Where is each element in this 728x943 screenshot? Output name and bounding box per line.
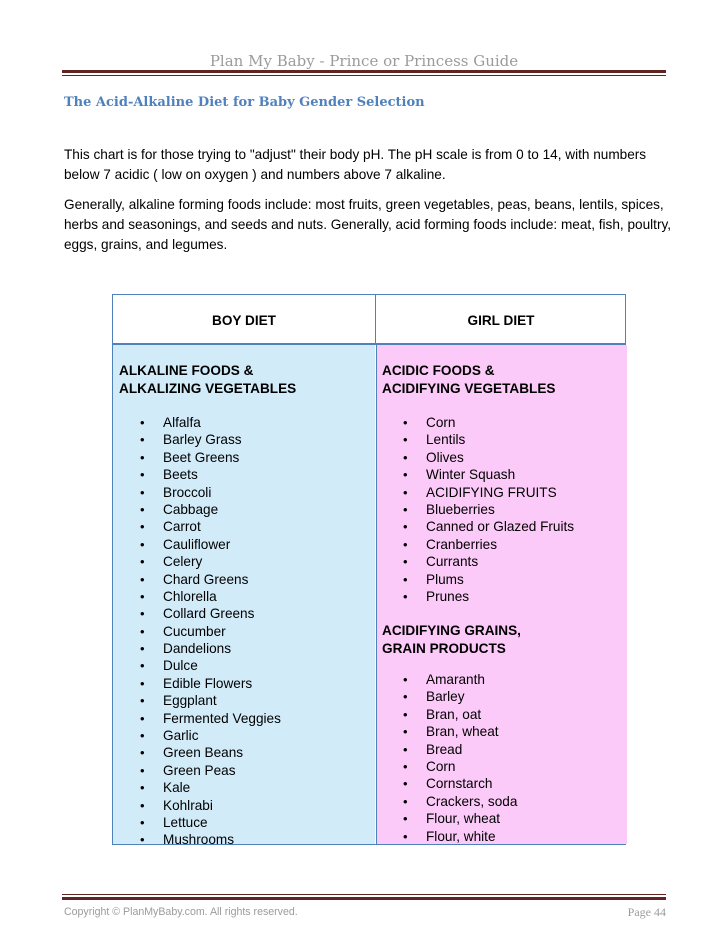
list-item: • Chard Greens [135,571,281,588]
list-item: • Currants [398,553,574,570]
page-header-title: Plan My Baby - Prince or Princess Guide [209,52,519,70]
list-item: • Celery [135,553,281,570]
footer-rule-thick [62,897,666,900]
table-header-row [113,295,625,343]
boy-food-list [135,414,281,849]
list-item: • Blueberries [398,501,574,518]
list-item: • Canned or Glazed Fruits [398,518,574,535]
list-item: • Eggplant [135,692,281,709]
list-item: • Lentils [398,431,574,448]
list-item: • Amaranth [398,671,517,688]
list-item: • Beet Greens [135,449,281,466]
list-item: • Cucumber [135,623,281,640]
list-item: • Chlorella [135,588,281,605]
list-item: • Lettuce [135,814,281,831]
girl-acidic-food-list [398,414,574,605]
girl-acidic-heading [382,362,555,397]
boy-diet-header: BOY DIET [212,313,276,328]
footer-page-number: Page 44 [627,905,666,919]
boy-group-heading [119,362,296,397]
section-heading: The Acid-Alkaline Diet for Baby Gender Selection [64,95,425,110]
list-item: • Garlic [135,727,281,744]
list-item: • Collard Greens [135,605,281,622]
list-item: • Flour, white [398,828,517,845]
list-item: • Green Beans [135,744,281,761]
list-item: • Green Peas [135,762,281,779]
list-item: • Cabbage [135,501,281,518]
header-rule-thin [62,75,666,76]
girl-grains-heading-line1: ACIDIFYING GRAINS, [382,623,521,638]
diet-table [112,294,626,848]
footer-rule-thin [62,894,666,895]
girl-grains-heading [382,622,521,657]
girl-grains-heading-line2: GRAIN PRODUCTS [382,640,506,656]
boy-diet-column [113,345,375,848]
intro-paragraph: This chart is for those trying to "adjust" their body pH. The pH scale is from 0 to 14, with numbers below 7 acidic ( low on oxygen ) and numbers above 7 alkaline. [64,147,647,182]
list-item: • Bread [398,741,517,758]
list-item: • Barley [398,688,517,705]
list-item: • Beets [135,466,281,483]
list-item: • Edible Flowers [135,675,281,692]
boy-group-heading-line1: ALKALINE FOODS & [119,363,254,378]
list-item: • Bran, wheat [398,723,517,740]
list-item: • Winter Squash [398,466,574,483]
list-item: • Cauliflower [135,536,281,553]
girl-grains-food-list [398,671,517,845]
list-item: • Barley Grass [135,431,281,448]
list-item: • Cornstarch [398,775,517,792]
footer-copyright: Copyright © PlanMyBaby.com. All rights reserved. [64,906,298,918]
list-item: • Fermented Veggies [135,710,281,727]
list-item: • Olives [398,449,574,466]
list-item: • Mushrooms [135,831,281,848]
list-item: • Flour, wheat [398,810,517,827]
girl-diet-header: GIRL DIET [467,313,535,328]
list-item: • Cranberries [398,536,574,553]
list-item: • Kale [135,779,281,796]
list-item: • Corn [398,414,574,431]
list-item: • ACIDIFYING FRUITS [398,484,574,501]
list-item: • Kohlrabi [135,797,281,814]
header-rule-thick [62,70,666,73]
list-item: • Corn [398,758,517,775]
list-item: • Prunes [398,588,574,605]
foods-paragraph: Generally, alkaline forming foods include: most fruits, green vegetables, peas, beans, lentils, spices, herbs and seasonings, and seeds and nuts. Generally, acid forming foods include: meat, fish, poultry, eggs, grains, and legumes. [64,197,672,252]
list-item: • Crackers, soda [398,793,517,810]
boy-group-heading-line2: ALKALIZING VEGETABLES [119,380,297,396]
list-item: • Dulce [135,657,281,674]
girl-diet-column [376,345,627,844]
list-item: • Broccoli [135,484,281,501]
list-item: • Plums [398,571,574,588]
list-item: • Alfalfa [135,414,281,431]
list-item: • Bran, oat [398,706,517,723]
girl-acidic-heading-line2: ACIDIFYING VEGETABLES [382,380,556,396]
list-item: • Dandelions [135,640,281,657]
girl-acidic-heading-line1: ACIDIC FOODS & [382,363,495,378]
list-item: • Carrot [135,518,281,535]
